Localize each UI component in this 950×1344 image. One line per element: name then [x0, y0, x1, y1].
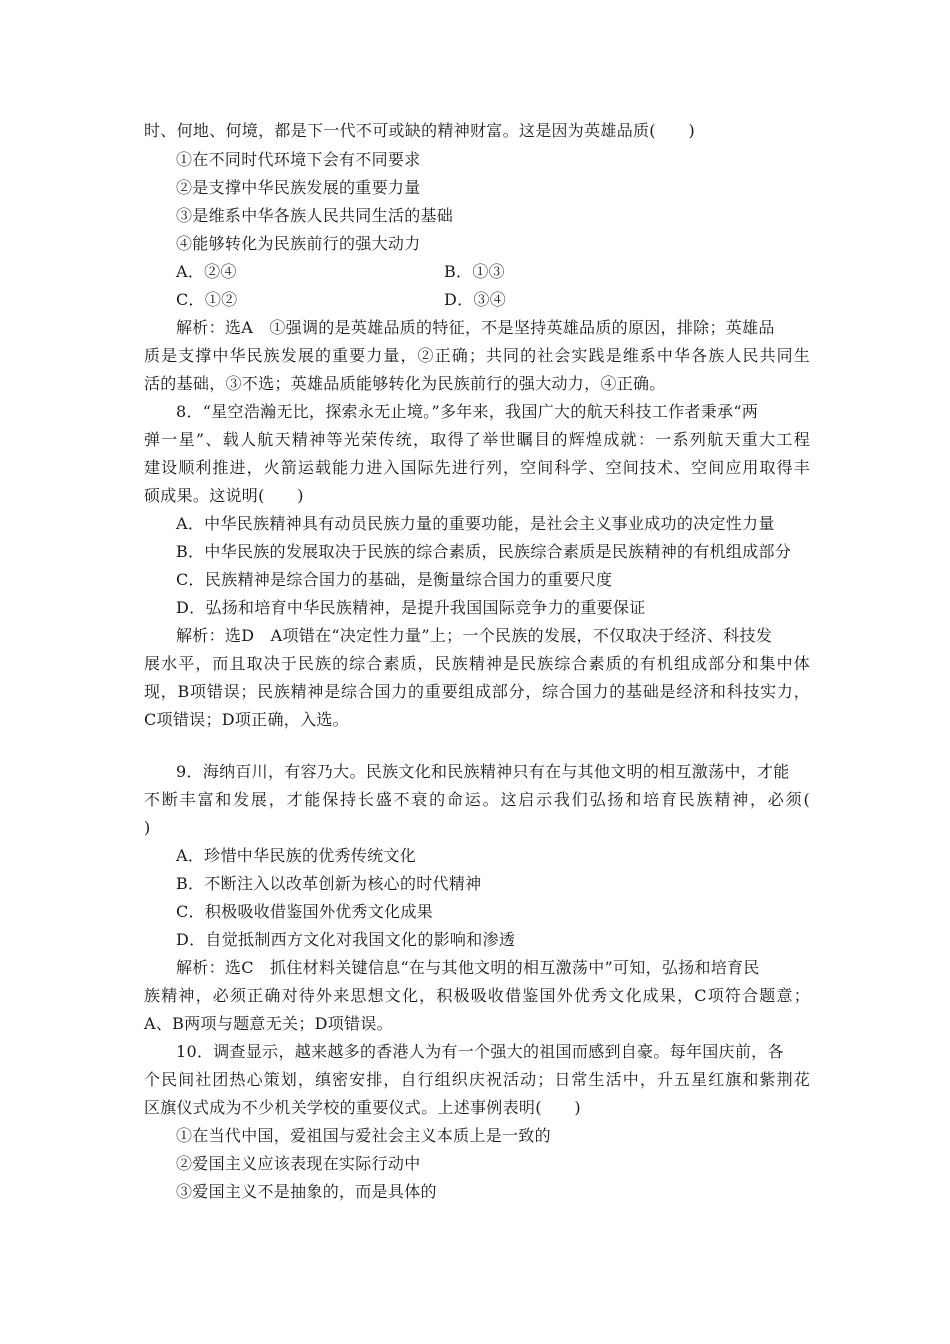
q7-option-d: D．③④	[444, 290, 507, 309]
q9-analysis-line-1: 解析：选C 抓住材料关键信息“在与其他文明的相互激荡中”可知，弘扬和培育民	[176, 958, 760, 977]
q8-analysis-line-4: C项错误；D项正确，入选。	[144, 710, 349, 729]
q7-stem-tail: 时、何地、何境，都是下一代不可或缺的精神财富。这是因为英雄品质( )	[144, 121, 695, 140]
q9-option-a: A．珍惜中华民族的优秀传统文化	[176, 846, 417, 865]
q10-stem-line-3: 区旗仪式成为不少机关学校的重要仪式。上述事例表明( )	[144, 1098, 581, 1117]
q7-item-1: ①在不同时代环境下会有不同要求	[176, 150, 421, 169]
q9-stem-line-2: 不断丰富和发展，才能保持长盛不衰的命运。这启示我们弘扬和培育民族精神，必须(	[144, 790, 810, 809]
q8-analysis-line-3: 现，B项错误；民族精神是综合国力的重要组成部分，综合国力的基础是经济和科技实力，	[144, 682, 810, 701]
q7-item-3: ③是维系中华各族人民共同生活的基础	[176, 206, 454, 225]
q10-stem-line-1: 10．调查显示，越来越多的香港人为有一个强大的祖国而感到自豪。每年国庆前，各	[176, 1042, 784, 1061]
q9-option-b: B．不断注入以改革创新为核心的时代精神	[176, 874, 482, 893]
q8-option-a: A．中华民族精神具有动员民族力量的重要功能，是社会主义事业成功的决定性力量	[176, 514, 775, 533]
q9-analysis-line-3: A、B两项与题意无关；D项错误。	[144, 1014, 393, 1033]
q7-analysis-line-2: 质是支撑中华民族发展的重要力量，②正确；共同的社会实践是维系中华各族人民共同生	[144, 346, 810, 365]
q8-option-d: D．弘扬和培育中华民族精神，是提升我国国际竞争力的重要保证	[176, 598, 646, 617]
q7-option-c: C．①②	[176, 290, 238, 309]
q7-analysis-line-3: 活的基础，③不选；英雄品质能够转化为民族前行的强大动力，④正确。	[144, 374, 666, 393]
q9-option-d: D．自觉抵制西方文化对我国文化的影响和渗透	[176, 930, 516, 949]
q9-option-c: C．积极吸收借鉴国外优秀文化成果	[176, 902, 434, 921]
q9-stem-line-1: 9．海纳百川，有容乃大。民族文化和民族精神只有在与其他文明的相互激荡中，才能	[176, 762, 790, 781]
q10-item-1: ①在当代中国，爱祖国与爱社会主义本质上是一致的	[176, 1126, 551, 1145]
q8-option-b: B．中华民族的发展取决于民族的综合素质，民族综合素质是民族精神的有机组成部分	[176, 542, 792, 561]
q8-stem-line-2: 弹一星”、载人航天精神等光荣传统，取得了举世瞩目的辉煌成就：一系列航天重大工程	[144, 430, 810, 449]
q9-analysis-line-2: 族精神，必须正确对待外来思想文化，积极吸收借鉴国外优秀文化成果，C项符合题意；	[144, 986, 810, 1005]
q8-stem-line-3: 建设顺利推进，火箭运载能力进入国际先进行列，空间科学、空间技术、空间应用取得丰	[144, 458, 810, 477]
q10-item-3: ③爱国主义不是抽象的，而是具体的	[176, 1182, 437, 1201]
q7-option-b: B．①③	[444, 262, 505, 281]
q10-stem-line-2: 个民间社团热心策划，缜密安排，自行组织庆祝活动；日常生活中，升五星红旗和紫荆花	[144, 1070, 810, 1089]
q10-item-2: ②爱国主义应该表现在实际行动中	[176, 1154, 421, 1173]
q7-item-4: ④能够转化为民族前行的强大动力	[176, 234, 421, 253]
q7-option-a: A．②④	[176, 262, 237, 281]
q9-stem-line-3: )	[144, 818, 151, 837]
q8-stem-line-1: 8．“星空浩瀚无比，探索永无止境。”多年来，我国广大的航天科技工作者秉承“两	[176, 402, 759, 421]
q7-analysis-line-1: 解析：选A ①强调的是英雄品质的特征，不是坚持英雄品质的原因，排除；英雄品	[176, 318, 775, 337]
q8-analysis-line-1: 解析：选D A项错在“决定性力量”上；一个民族的发展，不仅取决于经济、科技发	[176, 626, 773, 645]
q7-item-2: ②是支撑中华民族发展的重要力量	[176, 178, 421, 197]
q8-option-c: C．民族精神是综合国力的基础，是衡量综合国力的重要尺度	[176, 570, 613, 589]
q8-analysis-line-2: 展水平，而且取决于民族的综合素质，民族精神是民族综合素质的有机组成部分和集中体	[144, 654, 810, 673]
q8-stem-line-4: 硕成果。这说明( )	[144, 486, 304, 505]
